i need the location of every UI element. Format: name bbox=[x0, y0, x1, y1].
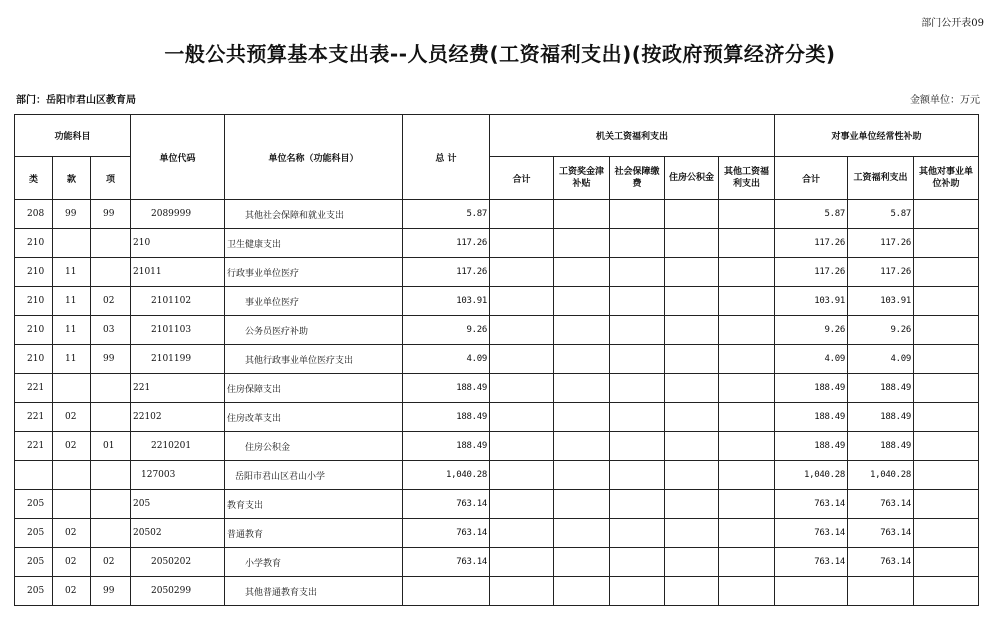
table-row bbox=[15, 345, 979, 374]
cell-org-wage-bonus bbox=[554, 374, 610, 403]
cell-kuan: 02 bbox=[53, 577, 91, 606]
cell-xiang bbox=[91, 461, 131, 490]
header-subsidy-group: 对事业单位经常性补助 bbox=[775, 115, 979, 157]
cell-kuan bbox=[53, 229, 91, 258]
cell-unit-name: 普通教育 bbox=[225, 519, 403, 548]
table-row bbox=[15, 403, 979, 432]
header-kuan: 款 bbox=[53, 157, 91, 200]
cell-org-wage-bonus bbox=[554, 287, 610, 316]
cell-sub-total: 9.26 bbox=[775, 316, 848, 345]
cell-lei: 210 bbox=[15, 258, 53, 287]
cell-kuan: 11 bbox=[53, 258, 91, 287]
cell-sub-total bbox=[775, 577, 848, 606]
header-org-total: 合计 bbox=[490, 157, 554, 200]
cell-sub-wage: 117.26 bbox=[848, 229, 914, 258]
header-sub-total: 合计 bbox=[775, 157, 848, 200]
cell-sub-wage: 1,040.28 bbox=[848, 461, 914, 490]
cell-unit-code: 210 bbox=[131, 229, 225, 258]
table-row bbox=[15, 316, 979, 345]
cell-total: 188.49 bbox=[403, 374, 490, 403]
cell-org-social-security bbox=[610, 490, 665, 519]
cell-lei: 205 bbox=[15, 490, 53, 519]
cell-sub-wage: 763.14 bbox=[848, 548, 914, 577]
cell-unit-name: 住房改革支出 bbox=[225, 403, 403, 432]
cell-org-other-wage bbox=[719, 316, 775, 345]
cell-unit-code: 2101102 bbox=[131, 287, 225, 316]
cell-sub-total: 117.26 bbox=[775, 229, 848, 258]
cell-org-social-security bbox=[610, 345, 665, 374]
cell-sub-other bbox=[914, 258, 979, 287]
cell-sub-total: 4.09 bbox=[775, 345, 848, 374]
header-org-wage-bonus: 工资奖金津补贴 bbox=[554, 157, 610, 200]
cell-org-housing-fund bbox=[665, 287, 719, 316]
cell-unit-name: 事业单位医疗 bbox=[225, 287, 403, 316]
cell-sub-wage: 9.26 bbox=[848, 316, 914, 345]
header-org-wage-group: 机关工资福利支出 bbox=[490, 115, 775, 157]
cell-org-total bbox=[490, 316, 554, 345]
header-lei: 类 bbox=[15, 157, 53, 200]
cell-org-wage-bonus bbox=[554, 490, 610, 519]
cell-org-housing-fund bbox=[665, 345, 719, 374]
cell-org-other-wage bbox=[719, 548, 775, 577]
cell-sub-total: 5.87 bbox=[775, 200, 848, 229]
cell-org-other-wage bbox=[719, 200, 775, 229]
cell-sub-wage: 4.09 bbox=[848, 345, 914, 374]
cell-lei: 210 bbox=[15, 229, 53, 258]
cell-total: 763.14 bbox=[403, 490, 490, 519]
cell-org-social-security bbox=[610, 287, 665, 316]
cell-xiang: 99 bbox=[91, 200, 131, 229]
cell-org-housing-fund bbox=[665, 403, 719, 432]
cell-org-social-security bbox=[610, 229, 665, 258]
cell-org-wage-bonus bbox=[554, 519, 610, 548]
cell-org-total bbox=[490, 490, 554, 519]
cell-kuan bbox=[53, 461, 91, 490]
table-row bbox=[15, 374, 979, 403]
table-row bbox=[15, 432, 979, 461]
cell-lei: 210 bbox=[15, 287, 53, 316]
cell-org-total bbox=[490, 229, 554, 258]
cell-sub-total: 188.49 bbox=[775, 432, 848, 461]
cell-org-social-security bbox=[610, 403, 665, 432]
cell-kuan: 99 bbox=[53, 200, 91, 229]
cell-xiang: 02 bbox=[91, 548, 131, 577]
cell-org-total bbox=[490, 374, 554, 403]
cell-kuan: 02 bbox=[53, 403, 91, 432]
cell-org-housing-fund bbox=[665, 258, 719, 287]
cell-org-other-wage bbox=[719, 490, 775, 519]
cell-org-wage-bonus bbox=[554, 345, 610, 374]
header-function-subject: 功能科目 bbox=[15, 115, 131, 157]
page-title: 一般公共预算基本支出表--人员经费(工资福利支出)(按政府预算经济分类) bbox=[164, 42, 836, 66]
table-row bbox=[15, 548, 979, 577]
cell-org-other-wage bbox=[719, 432, 775, 461]
cell-total: 188.49 bbox=[403, 403, 490, 432]
cell-total: 188.49 bbox=[403, 432, 490, 461]
cell-unit-code: 2050299 bbox=[131, 577, 225, 606]
header-xiang: 项 bbox=[91, 157, 131, 200]
cell-xiang bbox=[91, 403, 131, 432]
table-row bbox=[15, 519, 979, 548]
cell-xiang: 02 bbox=[91, 287, 131, 316]
cell-sub-total: 763.14 bbox=[775, 490, 848, 519]
cell-org-other-wage bbox=[719, 229, 775, 258]
cell-total: 4.09 bbox=[403, 345, 490, 374]
cell-org-other-wage bbox=[719, 287, 775, 316]
cell-sub-total: 117.26 bbox=[775, 258, 848, 287]
cell-org-housing-fund bbox=[665, 432, 719, 461]
cell-sub-total: 763.14 bbox=[775, 548, 848, 577]
cell-unit-name: 教育支出 bbox=[225, 490, 403, 519]
cell-kuan bbox=[53, 490, 91, 519]
cell-unit-name: 岳阳市君山区君山小学 bbox=[225, 461, 403, 490]
cell-total bbox=[403, 577, 490, 606]
cell-sub-other bbox=[914, 316, 979, 345]
cell-total: 5.87 bbox=[403, 200, 490, 229]
cell-sub-wage: 117.26 bbox=[848, 258, 914, 287]
header-sub-wage: 工资福利支出 bbox=[848, 157, 914, 200]
cell-lei: 221 bbox=[15, 432, 53, 461]
cell-kuan: 11 bbox=[53, 316, 91, 345]
cell-unit-name: 其他社会保障和就业支出 bbox=[225, 200, 403, 229]
cell-org-social-security bbox=[610, 258, 665, 287]
cell-lei: 221 bbox=[15, 374, 53, 403]
cell-org-housing-fund bbox=[665, 229, 719, 258]
cell-org-total bbox=[490, 258, 554, 287]
cell-org-total bbox=[490, 577, 554, 606]
cell-org-housing-fund bbox=[665, 577, 719, 606]
cell-org-total bbox=[490, 403, 554, 432]
amount-unit-label: 金额单位：万元 bbox=[910, 95, 980, 106]
cell-xiang bbox=[91, 374, 131, 403]
cell-total: 117.26 bbox=[403, 258, 490, 287]
cell-org-social-security bbox=[610, 577, 665, 606]
cell-sub-other bbox=[914, 345, 979, 374]
cell-org-wage-bonus bbox=[554, 229, 610, 258]
cell-org-total bbox=[490, 461, 554, 490]
cell-org-social-security bbox=[610, 374, 665, 403]
cell-sub-other bbox=[914, 374, 979, 403]
cell-sub-total: 188.49 bbox=[775, 403, 848, 432]
cell-kuan: 11 bbox=[53, 345, 91, 374]
cell-org-wage-bonus bbox=[554, 403, 610, 432]
cell-xiang: 01 bbox=[91, 432, 131, 461]
cell-lei: 210 bbox=[15, 316, 53, 345]
header-org-housing-fund: 住房公积金 bbox=[665, 157, 719, 200]
cell-org-other-wage bbox=[719, 577, 775, 606]
cell-org-other-wage bbox=[719, 461, 775, 490]
cell-unit-code: 2210201 bbox=[131, 432, 225, 461]
cell-xiang: 99 bbox=[91, 345, 131, 374]
cell-total: 763.14 bbox=[403, 548, 490, 577]
cell-total: 9.26 bbox=[403, 316, 490, 345]
cell-org-social-security bbox=[610, 461, 665, 490]
cell-org-total bbox=[490, 519, 554, 548]
cell-lei: 205 bbox=[15, 577, 53, 606]
cell-org-total bbox=[490, 200, 554, 229]
cell-org-wage-bonus bbox=[554, 316, 610, 345]
department-label: 部门：岳阳市君山区教育局 bbox=[16, 95, 136, 106]
cell-org-other-wage bbox=[719, 519, 775, 548]
cell-sub-other bbox=[914, 490, 979, 519]
cell-sub-wage: 763.14 bbox=[848, 519, 914, 548]
cell-org-housing-fund bbox=[665, 316, 719, 345]
table-row bbox=[15, 461, 979, 490]
cell-unit-name: 公务员医疗补助 bbox=[225, 316, 403, 345]
cell-org-social-security bbox=[610, 200, 665, 229]
cell-lei: 205 bbox=[15, 548, 53, 577]
cell-unit-code: 221 bbox=[131, 374, 225, 403]
cell-org-wage-bonus bbox=[554, 577, 610, 606]
cell-org-social-security bbox=[610, 519, 665, 548]
cell-sub-total: 188.49 bbox=[775, 374, 848, 403]
cell-org-housing-fund bbox=[665, 461, 719, 490]
cell-sub-wage: 188.49 bbox=[848, 374, 914, 403]
cell-xiang bbox=[91, 490, 131, 519]
cell-org-social-security bbox=[610, 548, 665, 577]
cell-sub-other bbox=[914, 200, 979, 229]
cell-org-housing-fund bbox=[665, 490, 719, 519]
cell-org-housing-fund bbox=[665, 548, 719, 577]
cell-unit-name: 小学教育 bbox=[225, 548, 403, 577]
cell-org-housing-fund bbox=[665, 519, 719, 548]
cell-xiang bbox=[91, 258, 131, 287]
cell-sub-other bbox=[914, 461, 979, 490]
cell-lei bbox=[15, 461, 53, 490]
cell-xiang bbox=[91, 519, 131, 548]
header-total: 总 计 bbox=[403, 115, 490, 200]
cell-kuan: 02 bbox=[53, 519, 91, 548]
cell-sub-wage: 103.91 bbox=[848, 287, 914, 316]
cell-lei: 208 bbox=[15, 200, 53, 229]
cell-unit-code: 21011 bbox=[131, 258, 225, 287]
cell-sub-wage bbox=[848, 577, 914, 606]
cell-unit-code: 2101103 bbox=[131, 316, 225, 345]
table-row bbox=[15, 490, 979, 519]
cell-kuan: 11 bbox=[53, 287, 91, 316]
cell-org-wage-bonus bbox=[554, 258, 610, 287]
cell-unit-name: 其他普通教育支出 bbox=[225, 577, 403, 606]
cell-org-wage-bonus bbox=[554, 548, 610, 577]
header-org-social-security: 社会保障缴费 bbox=[610, 157, 665, 200]
cell-org-total bbox=[490, 287, 554, 316]
budget-table bbox=[14, 114, 979, 606]
cell-unit-code: 2089999 bbox=[131, 200, 225, 229]
table-row bbox=[15, 229, 979, 258]
cell-total: 1,040.28 bbox=[403, 461, 490, 490]
cell-org-other-wage bbox=[719, 403, 775, 432]
cell-unit-name: 卫生健康支出 bbox=[225, 229, 403, 258]
cell-org-housing-fund bbox=[665, 200, 719, 229]
cell-sub-wage: 763.14 bbox=[848, 490, 914, 519]
cell-kuan: 02 bbox=[53, 432, 91, 461]
cell-kuan bbox=[53, 374, 91, 403]
cell-org-other-wage bbox=[719, 345, 775, 374]
cell-lei: 205 bbox=[15, 519, 53, 548]
cell-sub-other bbox=[914, 432, 979, 461]
cell-sub-wage: 188.49 bbox=[848, 403, 914, 432]
cell-unit-code: 20502 bbox=[131, 519, 225, 548]
cell-org-wage-bonus bbox=[554, 432, 610, 461]
cell-unit-name: 其他行政事业单位医疗支出 bbox=[225, 345, 403, 374]
cell-total: 763.14 bbox=[403, 519, 490, 548]
cell-xiang bbox=[91, 229, 131, 258]
cell-org-wage-bonus bbox=[554, 461, 610, 490]
table-row bbox=[15, 577, 979, 606]
cell-sub-other bbox=[914, 229, 979, 258]
cell-sub-total: 1,040.28 bbox=[775, 461, 848, 490]
table-row bbox=[15, 258, 979, 287]
cell-sub-other bbox=[914, 403, 979, 432]
table-row bbox=[15, 200, 979, 229]
header-sub-other: 其他对事业单位补助 bbox=[914, 157, 979, 200]
cell-sub-other bbox=[914, 548, 979, 577]
cell-unit-name: 行政事业单位医疗 bbox=[225, 258, 403, 287]
cell-org-total bbox=[490, 432, 554, 461]
cell-sub-other bbox=[914, 577, 979, 606]
cell-total: 103.91 bbox=[403, 287, 490, 316]
cell-org-social-security bbox=[610, 316, 665, 345]
header-org-other-wage: 其他工资福利支出 bbox=[719, 157, 775, 200]
cell-xiang: 03 bbox=[91, 316, 131, 345]
cell-unit-code: 205 bbox=[131, 490, 225, 519]
cell-org-wage-bonus bbox=[554, 200, 610, 229]
cell-sub-other bbox=[914, 519, 979, 548]
header-unit-name: 单位名称（功能科目） bbox=[225, 115, 403, 200]
cell-xiang: 99 bbox=[91, 577, 131, 606]
cell-org-social-security bbox=[610, 432, 665, 461]
cell-org-other-wage bbox=[719, 258, 775, 287]
cell-sub-other bbox=[914, 287, 979, 316]
cell-lei: 221 bbox=[15, 403, 53, 432]
cell-unit-code: 2050202 bbox=[131, 548, 225, 577]
cell-unit-code: 2101199 bbox=[131, 345, 225, 374]
cell-lei: 210 bbox=[15, 345, 53, 374]
cell-total: 117.26 bbox=[403, 229, 490, 258]
cell-unit-code: 127003 bbox=[131, 461, 225, 490]
cell-sub-total: 763.14 bbox=[775, 519, 848, 548]
cell-sub-wage: 188.49 bbox=[848, 432, 914, 461]
header-unit-code: 单位代码 bbox=[131, 115, 225, 200]
cell-org-total bbox=[490, 345, 554, 374]
cell-sub-total: 103.91 bbox=[775, 287, 848, 316]
cell-unit-name: 住房公积金 bbox=[225, 432, 403, 461]
cell-org-other-wage bbox=[719, 374, 775, 403]
cell-org-total bbox=[490, 548, 554, 577]
cell-sub-wage: 5.87 bbox=[848, 200, 914, 229]
form-number: 部门公开表09 bbox=[921, 18, 984, 29]
table-row bbox=[15, 287, 979, 316]
cell-org-housing-fund bbox=[665, 374, 719, 403]
cell-unit-code: 22102 bbox=[131, 403, 225, 432]
cell-unit-name: 住房保障支出 bbox=[225, 374, 403, 403]
cell-kuan: 02 bbox=[53, 548, 91, 577]
